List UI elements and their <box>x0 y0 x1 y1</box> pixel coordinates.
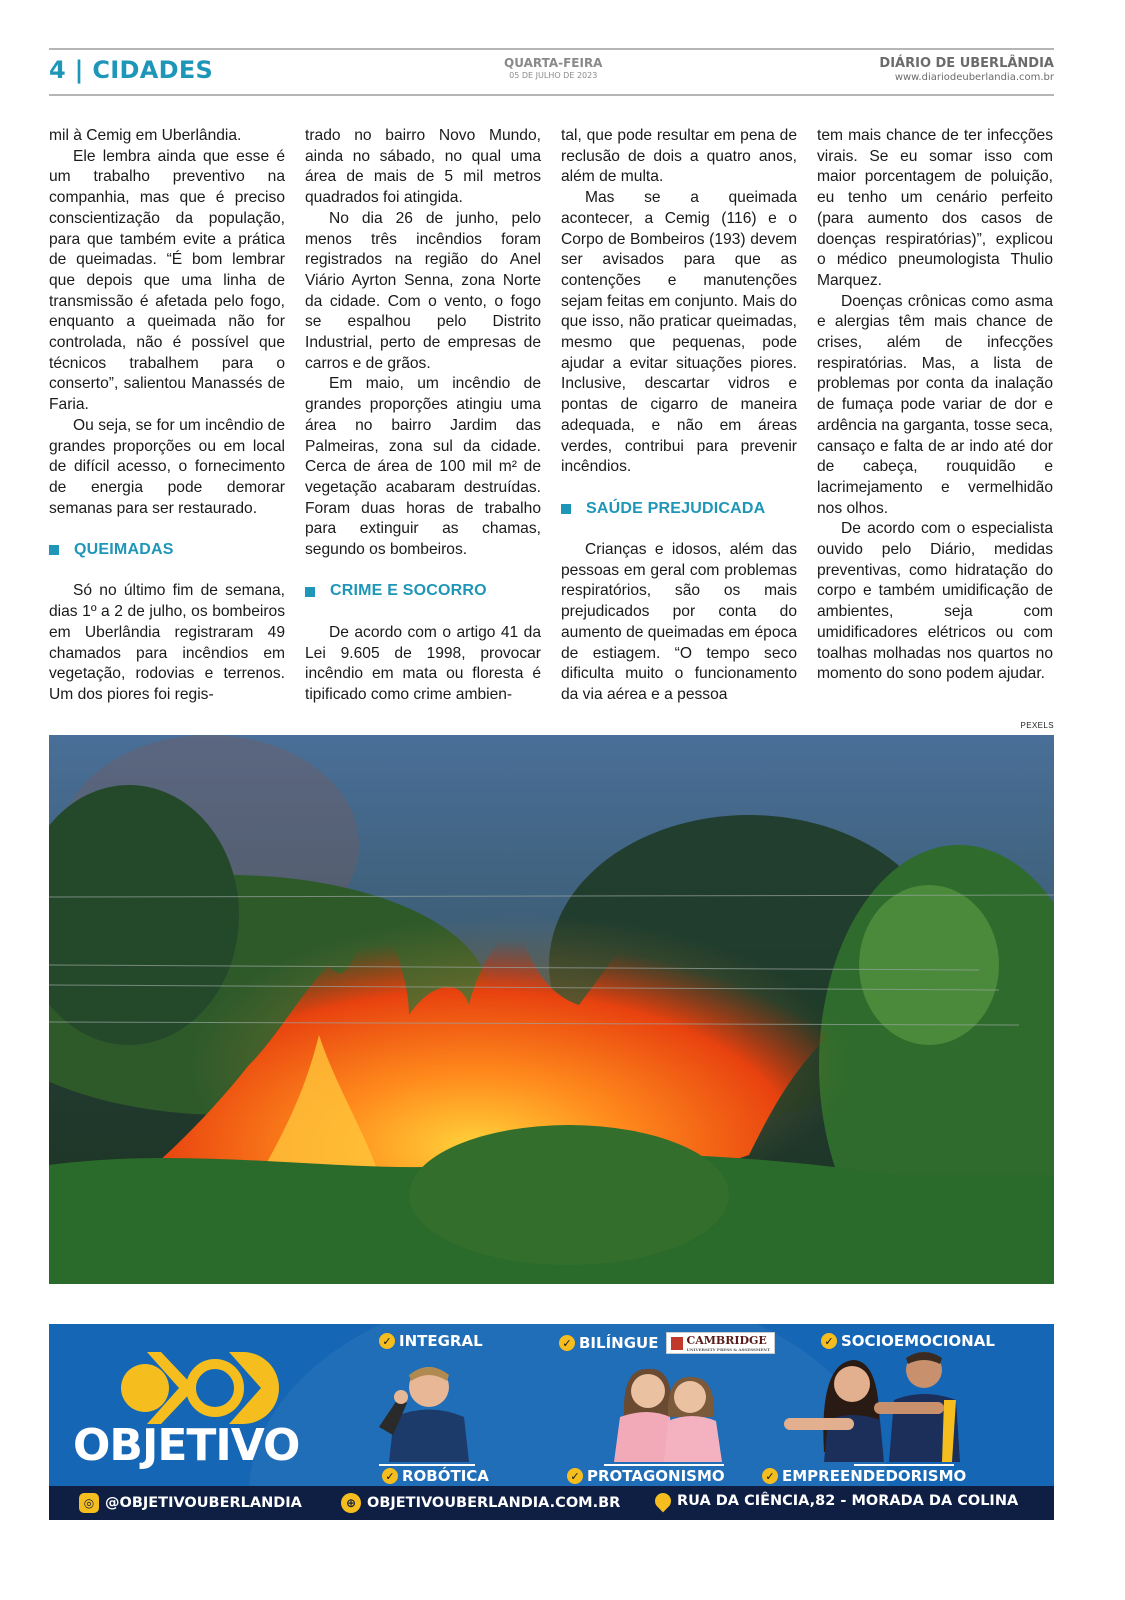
paragraph: Mas se a queimada acontecer, a Cemig (116) e o Corpo de Bombeiros (193) devem ser avisados para que as contenções e manutenções sejam feitas em conjunto. Mais do que isso, não praticar queimadas, mesmo que pequenas, pode ajudar a evitar situações piores. Inclusive, descartar vidros e pontas de cigarro de maneira adequada, e não em áreas verdes, contribui para prevenir incêndios. <box>561 189 797 476</box>
fire-illustration <box>49 735 1054 1284</box>
student-boy-image <box>369 1357 479 1462</box>
ad-contact-bar <box>49 1486 1054 1520</box>
partner-subtitle: UNIVERSITY PRESS & ASSESSMENT <box>686 1347 771 1352</box>
partner-name: CAMBRIDGE <box>686 1334 767 1347</box>
feature-label: BILÍNGUE <box>579 1334 659 1352</box>
subheading-saude-prejudicada <box>561 499 797 520</box>
check-icon: ✓ <box>379 1333 395 1349</box>
website-link[interactable] <box>341 1493 620 1513</box>
feature-label: ROBÓTICA <box>402 1467 489 1485</box>
instagram-icon: ◎ <box>79 1493 99 1513</box>
website-text: OBJETIVOUBERLANDIA.COM.BR <box>367 1495 621 1511</box>
paragraph: tal, que pode resultar em pena de reclusão de dois a quatro anos, além de multa. <box>561 127 797 186</box>
instagram-text: @OBJETIVOUBERLANDIA <box>105 1495 302 1511</box>
article-body <box>49 126 1054 711</box>
feature-bilingue <box>559 1332 775 1354</box>
paragraph: No dia 26 de junho, pelo menos três incêndios foram registrados na região do Anel Viário Ayrton Senna, zona Norte da cidade. Com o vento, o fogo se espalhou pelo Distrito Industrial, perto de empresas de carros e de grãos. <box>305 209 541 372</box>
student-teens-image <box>784 1342 984 1462</box>
article-column-4 <box>817 126 1053 685</box>
masthead <box>879 56 1054 83</box>
check-icon: ✓ <box>821 1333 837 1349</box>
foreground-bush <box>409 1125 729 1265</box>
paragraph: mil à Cemig em Uberlândia. <box>49 127 242 144</box>
article-column-3 <box>561 126 797 706</box>
feature-label: PROTAGONISMO <box>587 1467 725 1485</box>
feature-label: INTEGRAL <box>399 1332 483 1350</box>
subheading-text: SAÚDE PREJUDICADA <box>586 499 766 517</box>
subheading-text: CRIME E SOCORRO <box>330 582 487 600</box>
feature-robotica <box>382 1467 489 1485</box>
page-header <box>49 48 1054 96</box>
paragraph: De acordo com o especialista ouvido pelo Diário, medidas preventivas, como hidratação do corpo e também umidificação de ambientes, seja com umidificadores elétricos ou com toalhas molhadas nos quartos no momento do sono podem ajudar. <box>817 520 1053 683</box>
paragraph: Doenças crônicas como asma e alergias têm mais chance de crises, além de infecções respiratórias. Mas, a lista de problemas por conta da inalação de fumaça pode variar de dor e ardência na garganta, tosse seca, cansaço e falta de ar indo até dor de cabeça, rouquidão e lacrimejamento e vermelhidão nos olhos. <box>817 292 1053 517</box>
paragraph: Em maio, um incêndio de grandes proporções atingiu uma área no bairro Jardim das Palmeiras, zona sul da cidade. Cerca de área de 100 mil m² de vegetação acabaram destruídas. Foram duas horas de trabalho para extinguir as chamas, segundo os bombeiros. <box>305 375 541 559</box>
location-pin-icon <box>652 1490 675 1513</box>
paragraph: Ou seja, se for um incêndio de grandes proporções ou em local de difícil acesso, o fornecimento de energia pode demorar semanas para ser restaurado. <box>49 416 285 517</box>
paragraph: Ele lembra ainda que esse é um trabalho preventivo na companhia, mas que é preciso conscientização da população, para que também evite a prática de queimadas. “É bom lembrar que depois que uma linha de transmissão é afetada pelo fogo, enquanto a queimada não for controlada, não é possível que técnicos trabalhem para o conserto”, salientou Manassés de Faria. <box>49 147 285 414</box>
address-text: RUA DA CIÊNCIA,82 - MORADA DA COLINA <box>677 1493 1019 1509</box>
check-icon: ✓ <box>762 1468 778 1484</box>
feature-label: SOCIOEMOCIONAL <box>841 1332 995 1350</box>
divider <box>854 1464 954 1466</box>
section-title: 4 | CIDADES <box>49 56 214 84</box>
issue-date: 05 DE JULHO DE 2023 <box>509 71 598 80</box>
article-column-2 <box>305 126 541 706</box>
leaves-right <box>859 885 999 1045</box>
feature-integral <box>379 1332 483 1350</box>
paper-url[interactable]: www.diariodeuberlandia.com.br <box>894 72 1054 83</box>
address <box>655 1493 1018 1509</box>
divider <box>604 1464 724 1466</box>
brand-name: OBJETIVO <box>73 1420 300 1471</box>
square-bullet-icon <box>561 504 571 514</box>
paragraph: trado no bairro Novo Mundo, ainda no sábado, no qual uma área de mais de 5 mil metros quadrados foi atingida. <box>305 127 541 207</box>
feature-protagonismo <box>567 1467 725 1485</box>
check-icon: ✓ <box>559 1335 575 1351</box>
subheading-text: QUEIMADAS <box>74 541 174 559</box>
article-column-1 <box>49 126 285 706</box>
paragraph: tem mais chance de ter infecções virais. Se eu somar isso com maior porcentagem de poluição, eu tenho um cenário perfeito (para aumento dos casos de doenças respiratórias)”, explicou o médico pneumologista Thulio Marquez. <box>817 127 1053 289</box>
feature-label: EMPREENDEDORISMO <box>782 1467 967 1485</box>
student-girls-image <box>604 1357 734 1462</box>
divider <box>379 1464 475 1466</box>
check-icon: ✓ <box>382 1468 398 1484</box>
instagram-handle[interactable] <box>79 1493 302 1513</box>
feature-empreendedorismo <box>762 1467 966 1485</box>
issue-date-block <box>504 56 602 80</box>
objetivo-logo-icon <box>73 1346 333 1426</box>
subheading-crime-e-socorro <box>305 581 541 602</box>
paragraph: Crianças e idosos, além das pessoas em geral com problemas respiratórios, são os mais prejudicados por conta do aumento de queimadas em época de estiagem. “O tempo seco dificulta muito o funcionamento da via aérea e a pessoa <box>561 541 797 703</box>
globe-icon: ⊕ <box>341 1493 361 1513</box>
objetivo-advertisement[interactable] <box>49 1324 1054 1520</box>
paragraph: De acordo com o artigo 41 da Lei 9.605 de 1998, provocar incêndio em mata ou floresta é tipificado como crime ambien- <box>305 623 541 703</box>
cambridge-shield-icon <box>671 1337 683 1350</box>
cambridge-badge <box>666 1332 775 1354</box>
fire-photo <box>49 735 1054 1284</box>
square-bullet-icon <box>49 545 59 555</box>
paragraph: Só no último fim de semana, dias 1º a 2 de julho, os bombeiros em Uberlândia registraram 49 chamados para incêndios em vegetação, rodovias e terrenos. Um dos piores foi regis- <box>49 582 285 703</box>
subheading-queimadas <box>49 540 285 561</box>
photo-credit: PEXELS <box>1020 721 1054 730</box>
weekday: QUARTA-FEIRA <box>504 56 603 70</box>
check-icon: ✓ <box>567 1468 583 1484</box>
square-bullet-icon <box>305 587 315 597</box>
paper-name: DIÁRIO DE UBERLÂNDIA <box>879 56 1054 71</box>
